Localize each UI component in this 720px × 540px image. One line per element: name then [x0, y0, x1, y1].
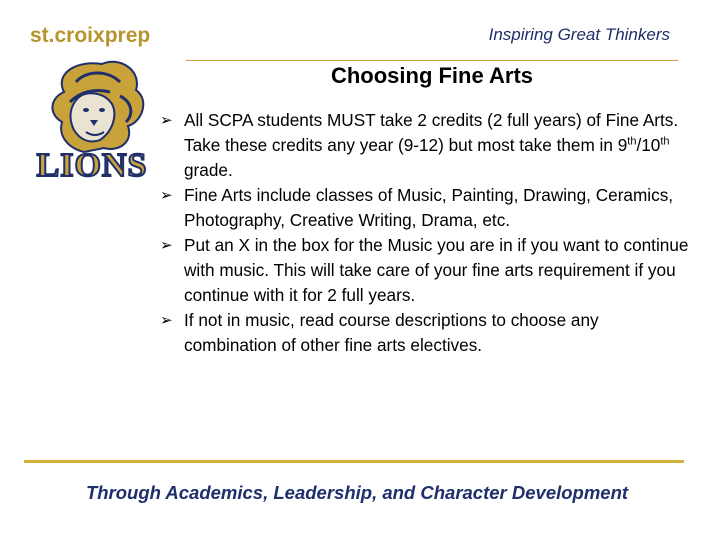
footer-motto: Through Academics, Leadership, and Character Development — [85, 482, 629, 503]
arrow-bullet-icon: ➢ — [160, 237, 173, 254]
tagline: Inspiring Great Thinkers — [488, 25, 670, 44]
arrow-bullet-icon: ➢ — [160, 187, 173, 204]
bullet-item — [160, 233, 690, 308]
bullet-text: Put an X in the box for the Music you are in if you want to continue with music. This will take care of your fine arts requirement if you continue with it for 2 full years. — [184, 235, 689, 305]
bullet-text: /10 — [636, 135, 661, 155]
bullet-text: If not in music, read course descriptions to choose any combination of other fine arts electives. — [184, 310, 599, 355]
bottom-divider — [24, 460, 684, 463]
superscript: th — [627, 135, 637, 148]
top-divider — [186, 60, 678, 61]
bullet-list — [160, 108, 690, 358]
bullet-item — [160, 183, 690, 233]
lion-mascot-logo — [24, 52, 156, 188]
bullet-item — [160, 108, 690, 183]
slide-title: Choosing Fine Arts — [330, 63, 534, 88]
bullet-text: All SCPA students MUST take 2 credits (2 full years) of Fine Arts. Take these credits any year (9-12) but most take them in 9 — [184, 110, 679, 155]
superscript: th — [660, 135, 670, 148]
arrow-bullet-icon: ➢ — [160, 112, 173, 129]
arrow-bullet-icon: ➢ — [160, 312, 173, 329]
bullet-text: grade. — [184, 160, 233, 180]
brand-wordmark: st.croixprep — [30, 24, 151, 47]
bullet-text: Fine Arts include classes of Music, Painting, Drawing, Ceramics, Photography, Creative Writing, Drama, etc. — [184, 185, 674, 230]
logo-text: LIONS — [36, 147, 148, 184]
bullet-item — [160, 308, 690, 358]
